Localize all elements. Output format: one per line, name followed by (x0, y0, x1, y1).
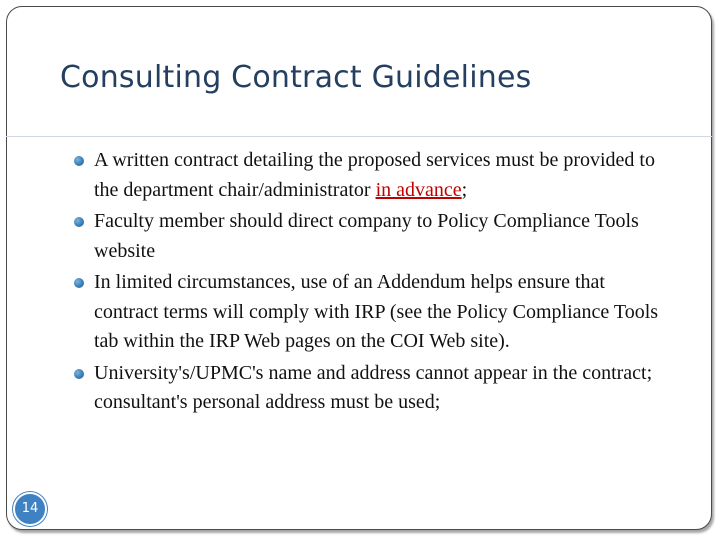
bullet-item-policy-tools (94, 207, 664, 266)
slide-title: Consulting Contract Guidelines (60, 60, 532, 95)
bullet-text: University's/UPMC's name and address cannot appear in the contract; consultant's personal address must be used; (94, 361, 653, 413)
bullet-text: In limited circumstances, use of an Addendum helps ensure that contract terms will comply with IRP (see the Policy Compliance Tools tab within the IRP Web pages on the COI Web site). (94, 271, 659, 352)
bullet-item-written-contract (94, 146, 664, 205)
bullet-item-name-address (94, 359, 664, 418)
title-divider (6, 136, 712, 137)
page-number-badge: 14 (13, 492, 47, 526)
bullet-dot-icon (74, 217, 84, 227)
bullet-list (94, 146, 664, 420)
bullet-dot-icon (74, 156, 84, 166)
bullet-item-addendum (94, 268, 664, 357)
bullet-text: A written contract detailing the proposed services must be provided to the department chair/administrator (94, 149, 655, 201)
bullet-dot-icon (74, 278, 84, 288)
bullet-text: Faculty member should direct company to Policy Compliance Tools website (94, 210, 639, 262)
bullet-dot-icon (74, 369, 84, 379)
emphasis-in-advance: in advance (375, 178, 462, 201)
bullet-text-end: ; (461, 178, 468, 201)
